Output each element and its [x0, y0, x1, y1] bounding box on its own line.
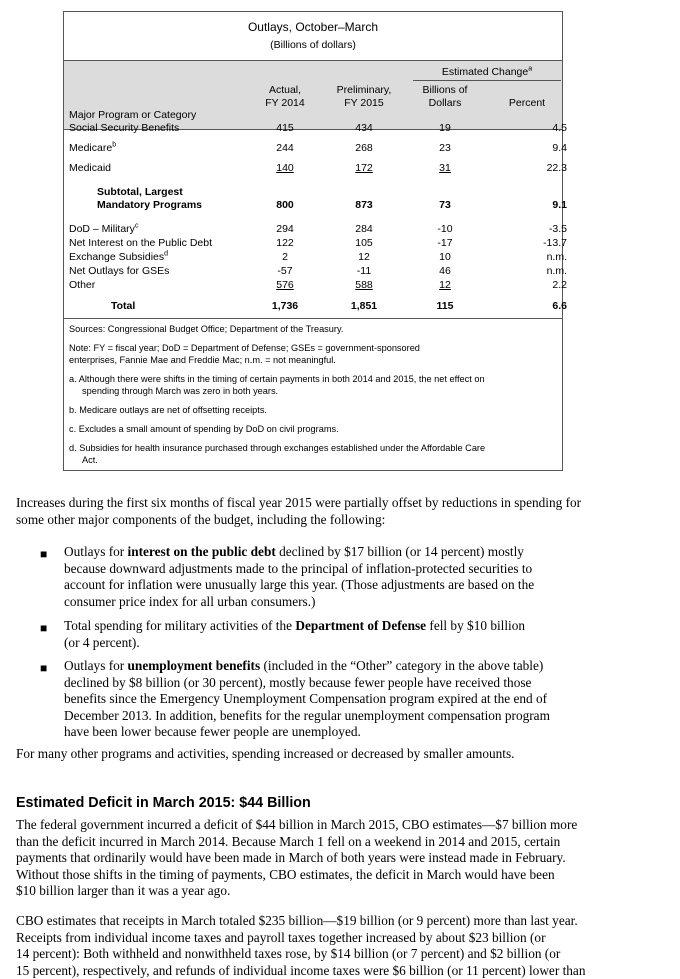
table-subtotal-label: Subtotal, Largest — [97, 186, 183, 198]
footnote-c: c. Excludes a small amount of spending by DoD on civil programs. — [69, 424, 339, 434]
table-row: Social Security Benefits 415 434 19 4.5 — [69, 122, 567, 134]
header-actual: Actual, FY 2014 — [265, 84, 305, 109]
footnote-d: d. Subsidies for health insurance purchased through exchanges established under the Affordable Care Act. — [69, 443, 486, 465]
table-row: Net Interest on the Public Debt 122 105 -17 -13.7 — [69, 237, 567, 249]
deficit-paragraph: The federal government incurred a deficit of $44 billion in March 2015, CBO estimates—$7 billion more than the deficit incurred in March 2014. Because March 1 fell on a weekend in 2014 and 2015, certain payments that ordinarily would have been made in March of both years were instead made in February. Without those shifts in the timing of payments, CBO estimates, the deficit in March would have been $10 billion larger than it was a year ago. — [16, 817, 578, 898]
table-title: Outlays, October–March — [247, 20, 379, 34]
table-header — [64, 60, 562, 130]
receipts-paragraph: CBO estimates that receipts in March totaled $235 billion—$19 billion (or 9 percent) more than last year. Receipts from individual income taxes and payroll taxes together increased by about $23 billion (or 14 percent): Both withheld and nonwithheld taxes rose, by $14 billion (or 7 percent) and $2 billion (or 15 percent), respectively, and refunds of individual income taxes were $6 billion (or 11 percent) lower than — [16, 913, 586, 978]
footnote-a: a. Although there were shifts in the timing of certain payments in both 2014 and 2015, the net effect on spending through March was zero in both years. — [69, 374, 485, 396]
table-row: DoD – Military$^c$ 294 284 -10 -3.5 — [69, 222, 567, 235]
outlays-table — [63, 11, 567, 471]
table-row: Medicaid 140 172 31 22.3 — [69, 162, 567, 174]
table-row: Net Outlays for GSEs -57 -11 46 n.m. — [69, 265, 567, 277]
bullet-unemployment: Outlays for unemployment benefits (included in the “Other” category in the above table) declined by $8 billion (or 30 percent), mostly because fewer people have received those benefits since the Emergency Unemployment Compensation program expired at the end of December 2013. In addition, benefits for the regular unemployment compensation program have been lower because fewer people are unemployed. — [64, 658, 550, 739]
header-major-program: Major Program or Category — [69, 109, 197, 121]
table-row: Other 576 588 12 2.2 — [69, 279, 567, 291]
table-subtitle: (Billions of dollars) — [270, 39, 356, 51]
footnote-b: b. Medicare outlays are net of offsetting receipts. — [69, 405, 267, 415]
table-total-row: Total 1,736 1,851 115 6.6 — [111, 300, 567, 312]
table-row: Exchange Subsidies$^d$ 2 12 10 n.m. — [69, 250, 567, 263]
header-estimated-change: Estimated Change$^a$ — [441, 65, 533, 78]
table-note: Note: FY = fiscal year; DoD = Department of Defense; GSEs = government-sponsored enterprises, Fannie Mae and Freddie Mac; n.m. = not meaningful. — [69, 343, 420, 365]
bullet-icon: ■ — [40, 621, 48, 635]
summary-paragraph: For many other programs and activities, spending increased or decreased by smaller amounts. — [16, 746, 515, 761]
bullet-defense: Total spending for military activities of the Department of Defense fell by $10 billion (or 4 percent). — [64, 618, 526, 650]
section-heading: Estimated Deficit in March 2015: $44 Billion — [16, 795, 311, 811]
bullet-interest: Outlays for interest on the public debt declined by $17 billion (or 14 percent) mostly because downward adjustments made to the principal of inflation-protected securities to account for inflation were unusually large this year. (Those adjustments are based on the consumer price index for all urban consumers.) — [64, 544, 535, 609]
bullet-icon: ■ — [40, 661, 48, 675]
table-sources: Sources: Congressional Budget Office; Department of the Treasury. — [69, 324, 344, 334]
bullet-icon: ■ — [40, 547, 48, 561]
header-billions: Billions of Dollars — [422, 84, 468, 109]
intro-paragraph: Increases during the first six months of fiscal year 2015 were partially offset by reductions in spending for some other major components of the budget, including the following: — [16, 495, 582, 527]
header-preliminary: Preliminary, FY 2015 — [336, 84, 392, 109]
table-subtotal-row: Mandatory Programs 800 873 73 9.1 — [97, 199, 567, 211]
table-row: Medicare$^b$ 244 268 23 9.4 — [69, 141, 567, 154]
header-percent: Percent — [508, 97, 546, 109]
